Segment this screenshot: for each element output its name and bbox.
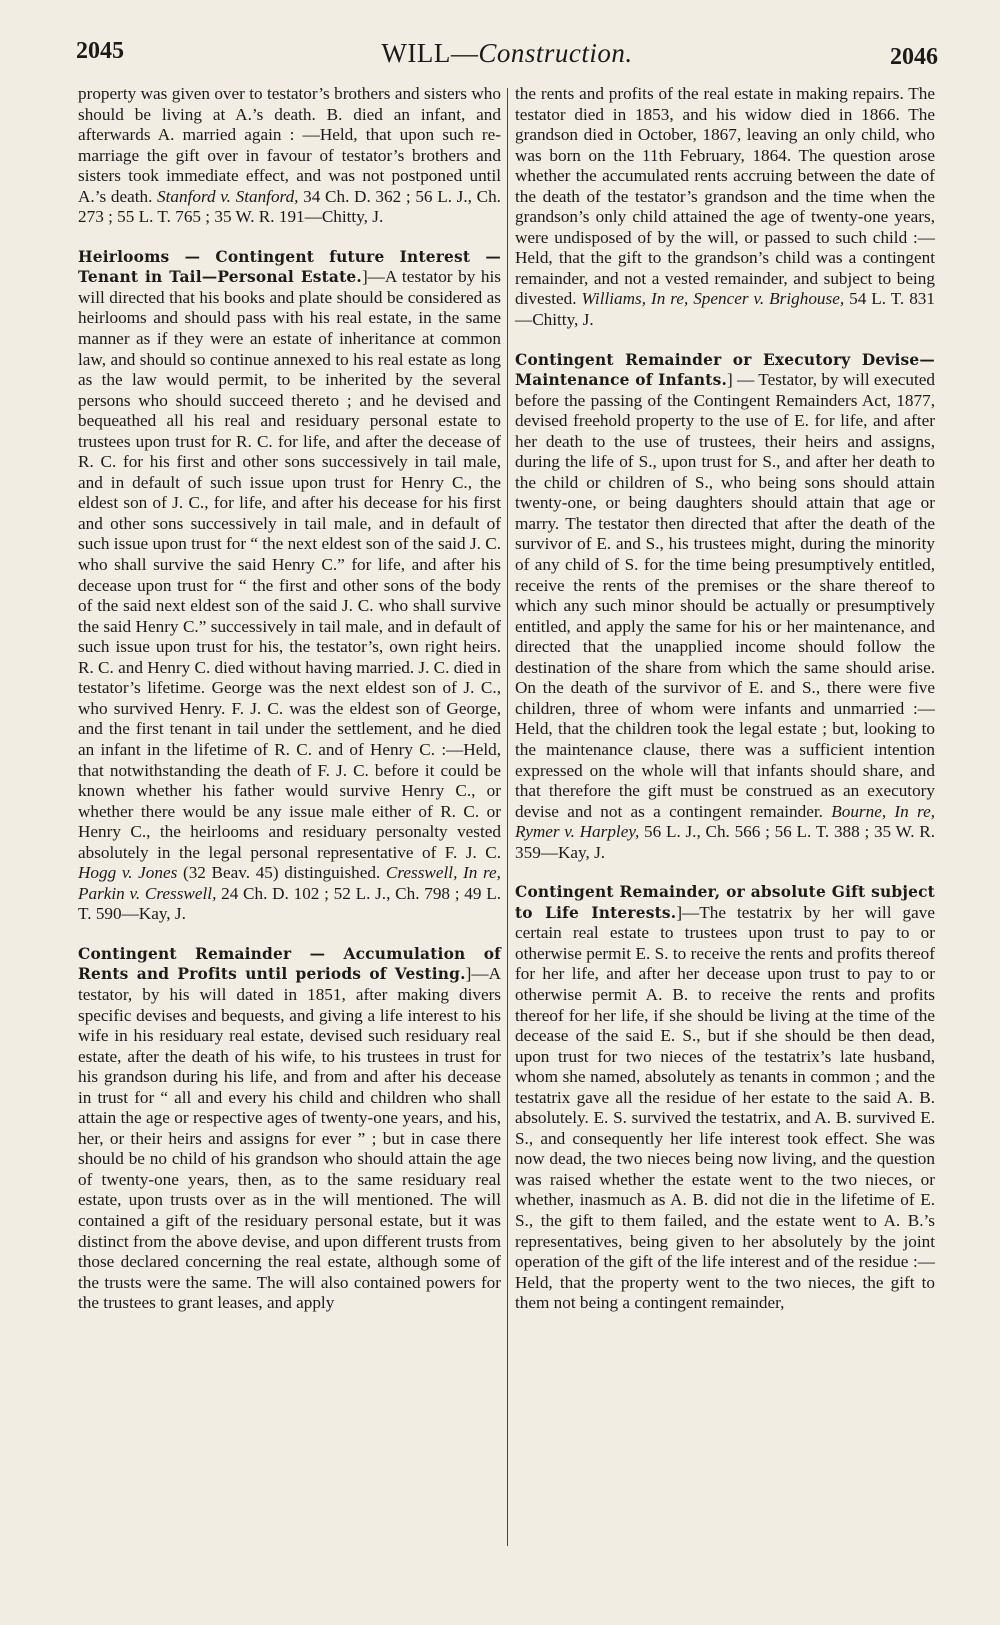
case-name: Williams, In re, Spencer v. Brighouse, — [581, 289, 845, 309]
paragraph — [515, 84, 935, 331]
case-name: Hogg v. Jones — [78, 863, 178, 883]
citation: 54 L. T. 831—Chitty, J. — [515, 289, 935, 330]
running-title-sub: Construction. — [478, 38, 633, 68]
section-heading: Heirlooms — Contingent future Interest — Tenant in Tail—Personal Estate. — [78, 247, 501, 287]
case-name: Cresswell, In re, Parkin v. Cresswell, — [78, 863, 501, 903]
column-divider — [507, 88, 508, 1546]
page-number-right: 2046 — [890, 44, 938, 70]
page-header — [76, 38, 938, 80]
paragraph-text: ]—A testator by his will directed that his books and plate should be considered as heirlooms and should pass with his real estate, in the same manner as if they were an estate of inheritance at common law, and should so continue annexed to his real estate as long as the law would permit, to be inherited by the several persons who should succeed thereto ; and he devised and bequeathed all his real and residuary personal estate to trustees upon trust for R. C. for life, and after the decease of R. C. for his first and other sons successively in tail male, and in default of such issue upon trust for Henry C., the eldest son of J. C., for life, and after his decease for his first and other sons successively in tail male, and in default of such issue upon trust for “ the next eldest son of the said J. C. who shall survive the said Henry C.” for life, and after his decease upon trust for “ the first and other sons of the body of the said next eldest son of the said J. C. who shall survive the said Henry C.” successively in tail male, and in default of such issue upon trust for his, the testator’s, own right heirs. R. C. and Henry C. died without having married. J. C. died in testator’s lifetime. George was the next eldest son of J. C., who survived Henry. F. J. C. was the eldest son of George, and the first tenant in tail under the settlement, and he died an infant in the lifetime of R. C. and of Henry C. :—Held, that notwithstanding the death of F. J. C. before it could be known whether his father would survive Henry C., or whether there would be any issue male either of R. C. or Henry C., the heirlooms and residuary personalty vested absolutely in the legal personal representative of F. J. C. — [78, 267, 501, 862]
running-title-main: WILL — [381, 38, 451, 68]
paragraph — [78, 247, 501, 925]
paragraph-text: ]—The testatrix by her will gave certain real estate to trustees upon trust to pay to or otherwise permit E. S. to receive the rents and profits thereof for her life, and after her decease upon trust to pay to or otherwise permit A. B. to receive the rents and profits thereof for her life, if she should be living at the time of the decease of the said E. S., but if she should be then dead, upon trust for two nieces of the testatrix’s late husband, whom she named, absolutely as tenants in common ; and the testatrix gave all the residue of her estate to the said A. B. absolutely. E. S. survived the testatrix, and A. B. survived E. S., and consequently her life interest took effect. She was now dead, the two nieces being now living, and the question was raised whether the estate went to the two nieces, or whether, inasmuch as A. B. did not die in the lifetime of E. S., the gift to them failed, and the estate went to A. B.’s representatives, being given to her absolutely by the joint operation of the gift of the life interest and of the residue :—Held, that the property went to the two nieces, the gift to them not being a contingent remainder, — [515, 902, 935, 1313]
page-number-left: 2045 — [76, 38, 124, 64]
section-heading: Contingent Remainder or Executory Devise— Maintenance of Infants. — [515, 350, 935, 390]
citation: 34 Ch. D. 362 ; 56 L. J., Ch. 273 ; 55 L. T. 765 ; 35 W. R. 191—Chitty, J. — [78, 186, 501, 227]
case-name: Stanford v. Stanford, — [157, 186, 299, 206]
citation: 24 Ch. D. 102 ; 52 L. J., Ch. 798 ; 49 L. T. 590—Kay, J. — [78, 883, 501, 924]
running-title — [76, 38, 938, 69]
section-heading: Contingent Remainder, or absolute Gift subject to Life Interests. — [515, 883, 935, 922]
paragraph — [515, 882, 935, 1313]
right-column — [515, 84, 935, 1314]
citation: (32 Beav. 45) distinguished. — [177, 863, 386, 883]
paragraph — [515, 350, 935, 864]
left-column — [78, 84, 501, 1314]
paragraph-text: ]—A testator, by his will dated in 1851, after making divers specific devises and bequests, and giving a life interest to his wife in his residuary real estate, devised such residuary real estate, after the death of his wife, to his trustees in trust for his grandson during his life, and from and after his decease in trust for “ all and every his child and children who shall attain the age or respective ages of twenty-one years, and his, her, or their heirs and assigns for ever ” ; but in case there should be no child of his grandson who should attain the age of twenty-one years, then, as to the same residuary real estate, upon trusts over as in the will mentioned. The will contained a gift of the residuary personal estate, but it was distinct from the above devise, and upon different trusts from those declared concerning the real estate, although some of the trusts were the same. The will also contained powers for the trustees to grant leases, and apply — [78, 964, 501, 1313]
paragraph-text: ] — Testator, by will executed before the passing of the Contingent Remainders Act, 1877, devised freehold property to the use of E. for life, and after her death to the use of trustees, their heirs and assigns, during the life of S., upon trust for S., and after her death to the child or children of S., who being sons should attain twenty-one, or being daughters should attain that age or marry. The testator then directed that after the death of the survivor of E. and S., his trustees might, during the minority of any child of S. for the time being presumptively entitled, receive the rents of the premises or the share thereof to which any such minor should be actually or presumptively entitled, and apply the same for his or her maintenance, and directed that the unapplied income should follow the destination of the share from which the same should arise. On the death of the survivor of E. and S., there were five children, three of whom were infants and unmarried :—Held, that the children took the legal estate ; but, looking to the maintenance clause, there was a sufficient intention expressed on the whole will that infants should share, and that therefore the gift must be construed as an executory devise and not as a contingent remainder. — [515, 370, 935, 821]
running-title-dash: — — [450, 38, 479, 68]
paragraph-text: property was given over to testator’s brothers and sisters who should be living at A.’s death. B. died an infant, and afterwards A. married again : —Held, that upon such re-marriage the gift over in favour of testator’s brothers and sisters took immediate effect, and was not postponed until A.’s death. — [78, 84, 501, 206]
case-name: Bourne, In re, Rymer v. Harpley, — [515, 801, 936, 842]
section-heading: Contingent Remainder — Accumulation of Rents and Profits until periods of Vesting. — [78, 944, 501, 984]
paragraph — [78, 84, 501, 228]
paragraph — [78, 944, 501, 1314]
paragraph-text: the rents and profits of the real estate in making repairs. The testator died in 1853, and his widow died in 1866. The grandson died in October, 1867, leaving an only child, who was born on the 11th February, 1864. The question arose whether the accumulated rents accruing between the date of the death of the testator’s grandson and the time when the grandson’s only child attained the age of twenty-one years, were undisposed of by the will, or passed to such child :—Held, that the gift to the grandson’s child was a contingent remainder, and not a vested remainder, and subject to being divested. — [515, 84, 935, 309]
citation: 56 L. J., Ch. 566 ; 56 L. T. 388 ; 35 W. R. 359—Kay, J. — [515, 822, 935, 862]
